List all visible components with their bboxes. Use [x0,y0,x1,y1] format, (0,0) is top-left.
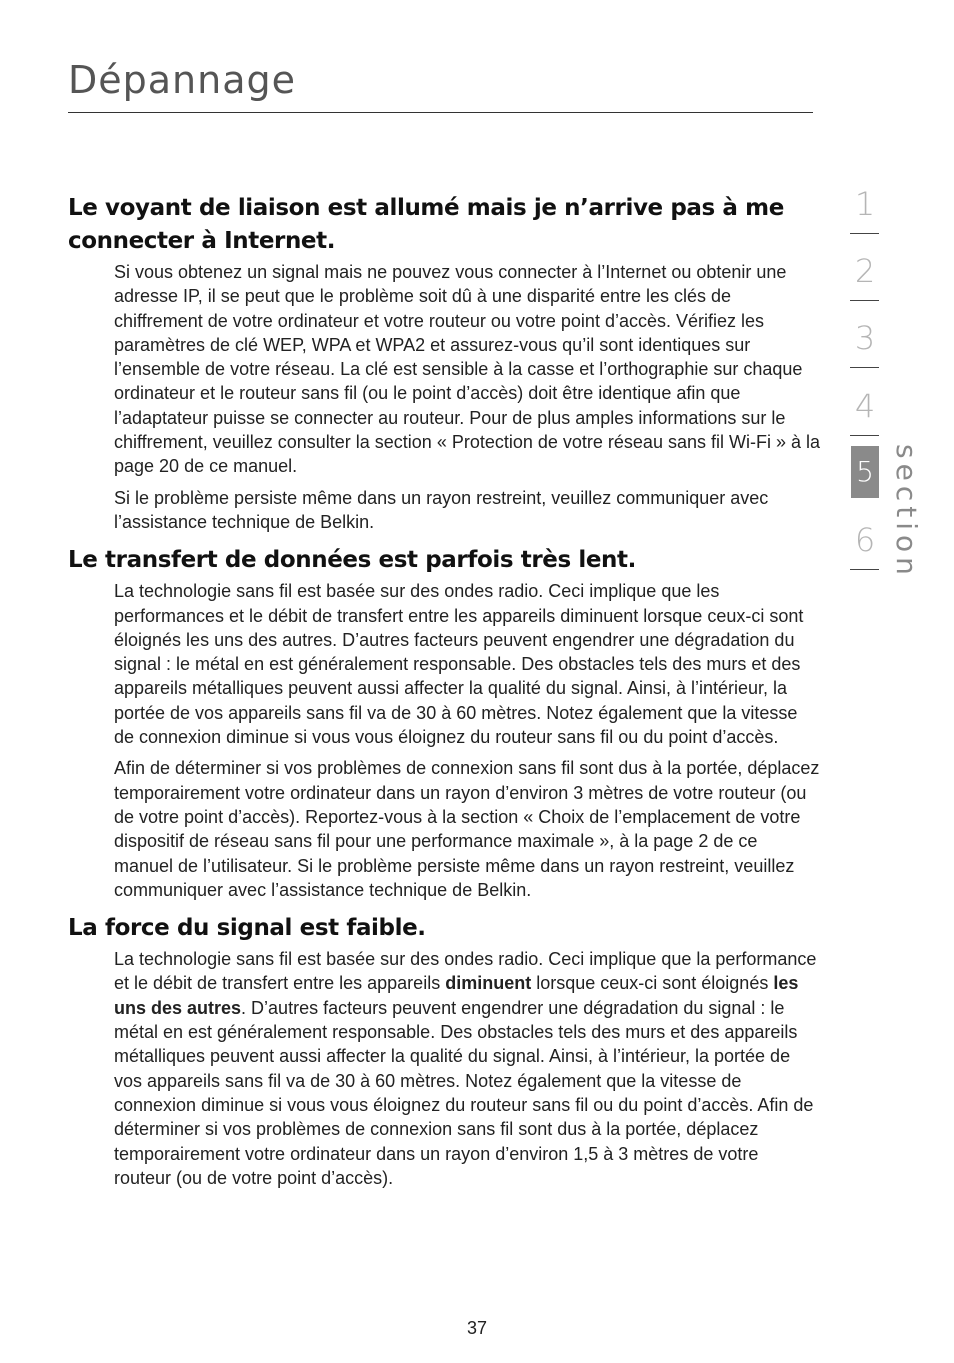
nav-divider [850,569,879,570]
section-nav-item-3[interactable]: 3 [854,319,876,357]
bold-text: les uns des autres [114,973,799,1018]
paragraph [114,947,820,1190]
text-run: La technologie sans fil est basée sur des ondes radio. Ceci implique que la performance et le débit de transfert entre les appareils [114,949,817,994]
nav-divider [850,300,879,301]
main-content [68,192,820,1197]
section-nav-item-1[interactable]: 1 [854,185,876,223]
section-nav-item-5-active[interactable]: 5 [851,446,879,498]
text-run: lorsque ceux-ci sont éloignés [531,973,774,994]
section-heading-weak-signal: La force du signal est faible. [68,915,426,942]
text-run: . D’autres facteurs peuvent engendrer une dégradation du signal : le métal en est généralement responsable. Des obstacles tels des murs et des appareils métalliques peuvent aussi affecter la qualité du signal. Ainsi, à l’intérieur, la portée de vos appareils sans fil va de 30 à 60 mètres. Notez également que la vitesse de connexion diminue si vous vous éloignez du routeur sans fil ou du point d’accès. Afin de déterminer si vos problèmes de connexion sans fil sont dus à la portée, déplacez temporairement votre ordinateur dans un rayon d’environ 1,5 à 3 mètres de votre routeur (ou de votre point d’accès). [114,997,814,1188]
section-heading-slow-transfer: Le transfert de données est parfois très lent. [68,547,636,574]
page-number: 37 [466,1318,488,1338]
section-nav-item-4[interactable]: 4 [854,387,876,425]
bold-text: diminuent [445,973,532,994]
paragraph: La technologie sans fil est basée sur des ondes radio. Ceci implique que les performances et le débit de transfert entre les appareils diminuent lorsque ceux-ci sont éloignés les uns des autres. D’autres facteurs peuvent engendrer une dégradation du signal : le métal en est généralement responsable. Des obstacles tels des murs et des appareils métalliques peuvent aussi affecter la qualité du signal. Ainsi, à l’intérieur, la portée de vos appareils sans fil va de 30 à 60 mètres. Notez également que la vitesse de connexion diminue si vous vous éloignez du routeur sans fil ou du point d’accès. [114,581,804,748]
page-title: Dépannage [68,58,297,102]
section-nav-item-2[interactable]: 2 [854,252,876,290]
paragraph: Afin de déterminer si vos problèmes de connexion sans fil sont dus à la portée, déplacez temporairement votre ordinateur dans un rayon d’environ 3 mètres de votre routeur (ou de votre point d’accès). Reportez-vous à la section « Choix de l’emplacement de votre dispositif de réseau sans fil pour une performance maximale », à la page 2 de ce manuel de l’utilisateur. Si le problème persiste même dans un rayon restreint, veuillez communiquer avec l’assistance technique de Belkin. [114,758,820,900]
section-label: section [890,444,923,580]
section-heading-link-light: Le voyant de liaison est allumé mais je n’arrive pas à me connecter à Internet. [68,195,784,254]
paragraph: Si le problème persiste même dans un rayon restreint, veuillez communiquer avec l’assistance technique de Belkin. [114,487,769,532]
paragraph: Si vous obtenez un signal mais ne pouvez vous connecter à l’Internet ou obtenir une adresse IP, il se peut que le problème soit dû à une disparité entre les clés de chiffrement de votre ordinateur et votre routeur ou votre point d’accès. Vérifiez les paramètres de clé WEP, WPA et WPA2 et assurez-vous qu’il sont identiques sur l’ensemble de votre réseau. La clé est sensible à la casse et l’orthographie sur chaque ordinateur et le routeur sans fil (ou le point d’accès) doit être identique afin que l’adaptateur puisse se connecter au routeur. Pour de plus amples informations sur le chiffrement, veuillez consulter la section « Protection de votre réseau sans fil Wi-Fi » à la page 20 de ce manuel. [114,262,820,477]
nav-divider [850,233,879,234]
nav-divider [850,435,879,436]
section-nav-item-6[interactable]: 6 [854,521,876,559]
title-divider [68,112,813,113]
nav-divider [850,367,879,368]
